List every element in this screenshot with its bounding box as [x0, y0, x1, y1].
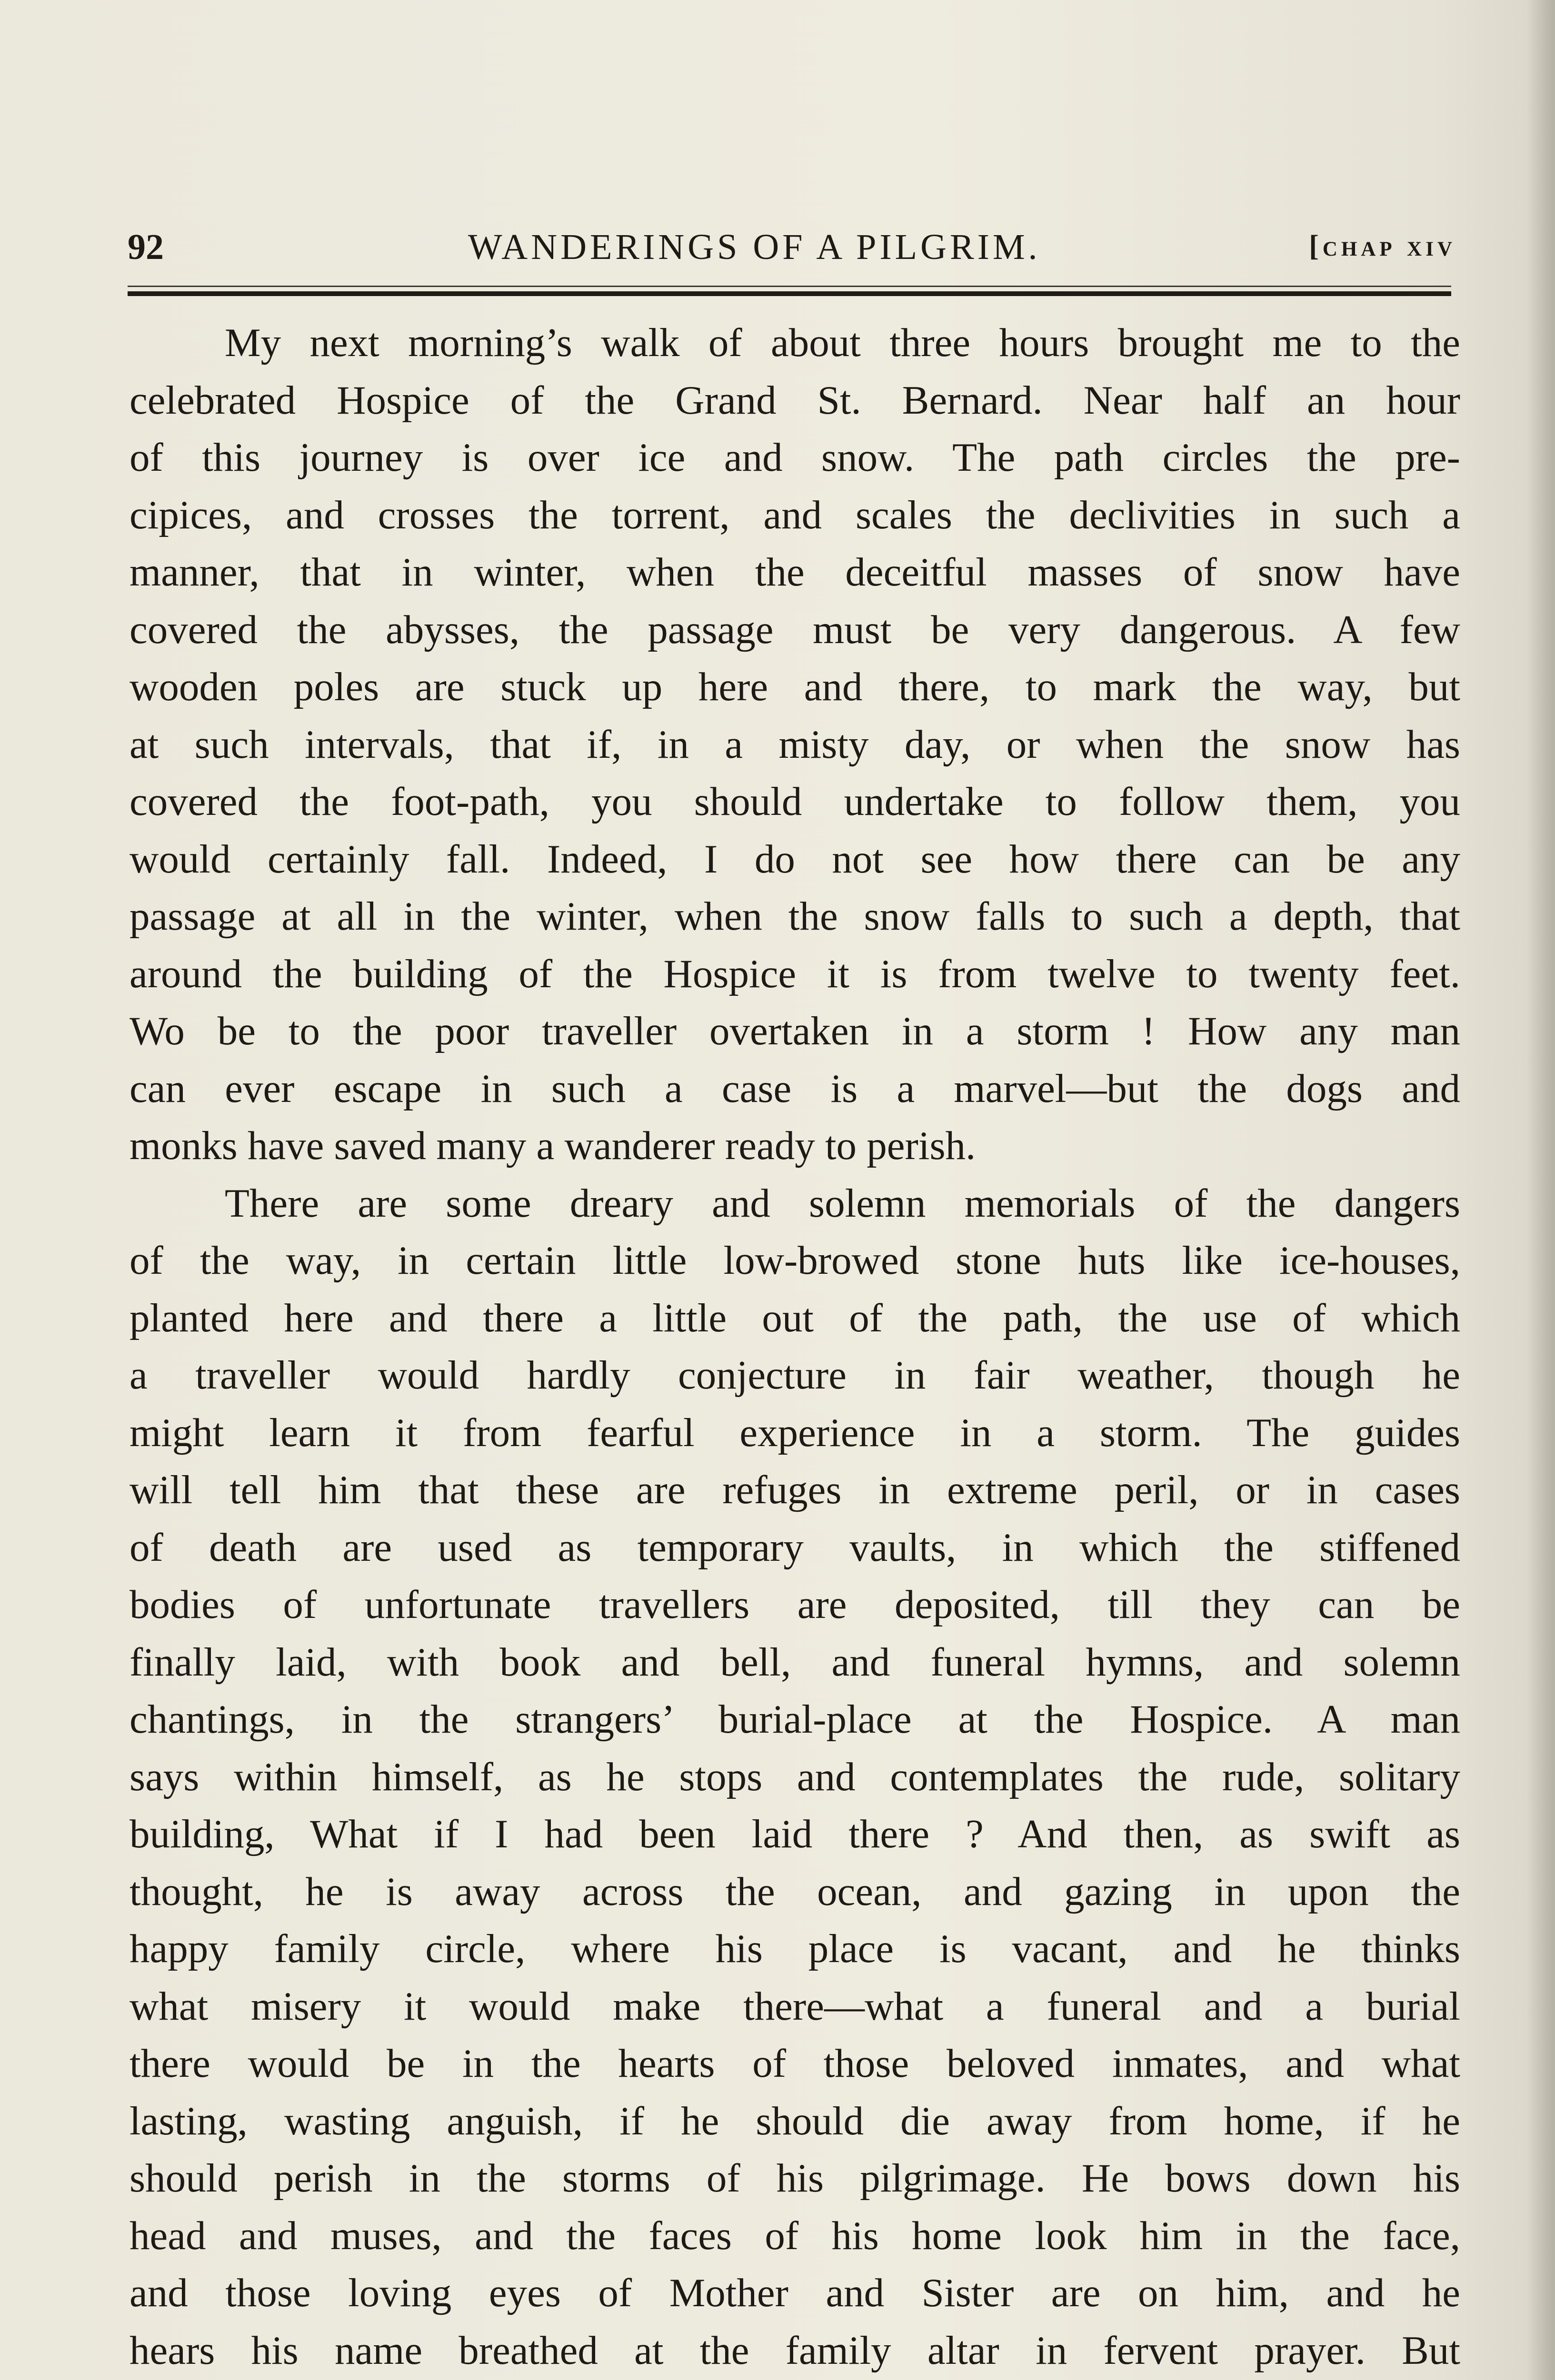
text-line: cipices, and crosses the torrent, and scales the declivities in such a [130, 492, 1460, 537]
text-line: happy family circle, where his place is vacant, and he thinks [130, 1926, 1460, 1971]
text-line: might learn it from fearful experience in a storm. The guides [130, 1410, 1460, 1455]
header-rule [128, 291, 1451, 296]
text-line: building, What if I had been laid there ? And then, as swift as [130, 1812, 1460, 1856]
text-line: head and muses, and the faces of his home look him in the face, [130, 2213, 1460, 2258]
paragraph [130, 314, 1460, 1175]
text-line: manner, that in winter, when the deceitful masses of snow have [130, 550, 1460, 595]
text-line: monks have saved many a wanderer ready to perish. [130, 1123, 976, 1168]
text-line: Wo be to the poor traveller overtaken in a storm ! How any man [130, 1009, 1460, 1053]
chapter-reference: [chap xiv [1309, 230, 1456, 262]
paragraph [130, 1175, 1460, 2380]
header-rule-thin [128, 286, 1451, 287]
text-line: passage at all in the winter, when the snow falls to such a depth, that [130, 894, 1460, 939]
text-line: hears his name breathed at the family altar in fervent prayer. But [130, 2328, 1460, 2373]
text-line: planted here and there a little out of the path, the use of which [130, 1295, 1460, 1340]
body-text [130, 314, 1460, 2380]
text-line: can ever escape in such a case is a marvel—but the dogs and [130, 1066, 1460, 1111]
text-line: chantings, in the strangers’ burial-place at the Hospice. A man [130, 1697, 1460, 1742]
text-line: at such intervals, that if, in a misty day, or when the snow has [130, 722, 1460, 767]
page-header [128, 223, 1456, 275]
text-line: there would be in the hearts of those beloved inmates, and what [130, 2041, 1460, 2086]
text-line: covered the foot-path, you should undertake to follow them, you [130, 779, 1460, 824]
text-line: of death are used as temporary vaults, in which the stiffened [130, 1525, 1460, 1570]
text-line: bodies of unfortunate travellers are deposited, till they can be [130, 1582, 1460, 1627]
text-line: finally laid, with book and bell, and funeral hymns, and solemn [130, 1639, 1460, 1685]
text-line: should perish in the storms of his pilgrimage. He bows down his [130, 2156, 1460, 2201]
text-line: of the way, in certain little low-browed stone huts like ice-houses, [130, 1238, 1460, 1283]
text-line: will tell him that these are refuges in extreme peril, or in cases [130, 1468, 1460, 1512]
text-line: There are some dreary and solemn memorials of the dangers [225, 1180, 1460, 1226]
page-edge-shadow [1526, 0, 1555, 2380]
text-line: what misery it would make there—what a funeral and a burial [130, 1983, 1460, 2029]
text-line: says within himself, as he stops and contemplates the rude, solitary [130, 1754, 1460, 1799]
text-line: My next morning’s walk of about three hours brought me to the [225, 320, 1460, 365]
text-line: of this journey is over ice and snow. The path circles the pre- [130, 435, 1460, 480]
text-line: wooden poles are stuck up here and there, to mark the way, but [130, 664, 1460, 709]
text-line: covered the abysses, the passage must be very dangerous. A few [130, 607, 1460, 652]
text-line: thought, he is away across the ocean, and gazing in upon the [130, 1869, 1460, 1914]
text-line: lasting, wasting anguish, if he should die away from home, if he [130, 2098, 1460, 2143]
text-line: celebrated Hospice of the Grand St. Bernard. Near half an hour [130, 377, 1460, 423]
text-line: would certainly fall. Indeed, I do not see how there can be any [130, 836, 1460, 882]
text-line: around the building of the Hospice it is from twelve to twenty feet. [130, 951, 1460, 996]
text-line: and those loving eyes of Mother and Sister are on him, and he [130, 2271, 1460, 2315]
text-line: a traveller would hardly conjecture in fair weather, though he [130, 1353, 1460, 1398]
running-title: WANDERINGS OF A PILGRIM. [468, 227, 1041, 267]
page-number: 92 [128, 227, 164, 267]
